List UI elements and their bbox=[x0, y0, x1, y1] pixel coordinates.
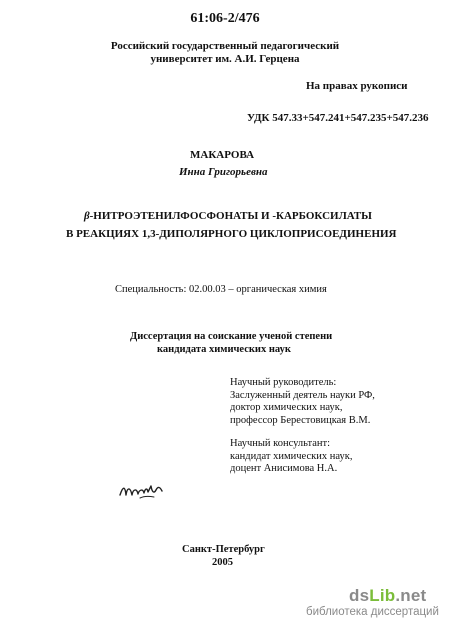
manuscript-rights-label: На правах рукописи bbox=[306, 80, 408, 92]
logo-part-ds: ds bbox=[349, 586, 370, 605]
dissertation-degree-line2: кандидата химических наук bbox=[157, 344, 291, 355]
scientific-consultant-block bbox=[230, 438, 352, 476]
dslib-logo bbox=[349, 586, 426, 606]
supervisor-name: профессор Берестовицкая В.М. bbox=[230, 414, 371, 426]
logo-part-lib: Lib bbox=[369, 586, 396, 605]
handwritten-signature bbox=[118, 478, 166, 502]
consultant-degree: кандидат химических наук, bbox=[230, 450, 353, 462]
university-name-line2: университет им. А.И. Герцена bbox=[150, 53, 300, 65]
year: 2005 bbox=[212, 557, 233, 568]
dissertation-degree-line1: Диссертация на соискание ученой степени bbox=[130, 331, 333, 342]
dslib-subtitle: библиотека диссертаций bbox=[306, 606, 439, 618]
consultant-name: доцент Анисимова Н.А. bbox=[230, 463, 338, 474]
supervisor-degree: доктор химических наук, bbox=[230, 402, 343, 413]
consultant-label: Научный консультант: bbox=[230, 438, 331, 449]
specialty-line: Специальность: 02.00.03 – органическая химия bbox=[115, 284, 327, 295]
beta-symbol: β bbox=[84, 210, 90, 222]
logo-part-net: .net bbox=[395, 586, 427, 605]
document-number: 61:06-2/476 bbox=[190, 11, 260, 26]
title-line1-text: -НИТРОЭТЕНИЛФОСФОНАТЫ И -КАРБОКСИЛАТЫ bbox=[89, 210, 372, 222]
udc-code: УДК 547.33+547.241+547.235+547.236 bbox=[247, 112, 429, 124]
scientific-supervisor-block bbox=[230, 377, 375, 427]
supervisor-title: Заслуженный деятель науки РФ, bbox=[230, 389, 375, 401]
dissertation-title-line2: В РЕАКЦИЯХ 1,3-ДИПОЛЯРНОГО ЦИКЛОПРИСОЕДИНЕНИЯ bbox=[66, 228, 397, 240]
university-name-line1: Российский государственный педагогический bbox=[110, 40, 340, 52]
author-given-names: Инна Григорьевна bbox=[179, 166, 268, 178]
supervisor-label: Научный руководитель: bbox=[230, 377, 337, 388]
dissertation-title-line1 bbox=[84, 210, 372, 222]
city-name: Санкт-Петербург bbox=[182, 544, 265, 555]
author-surname: МАКАРОВА bbox=[190, 149, 255, 161]
